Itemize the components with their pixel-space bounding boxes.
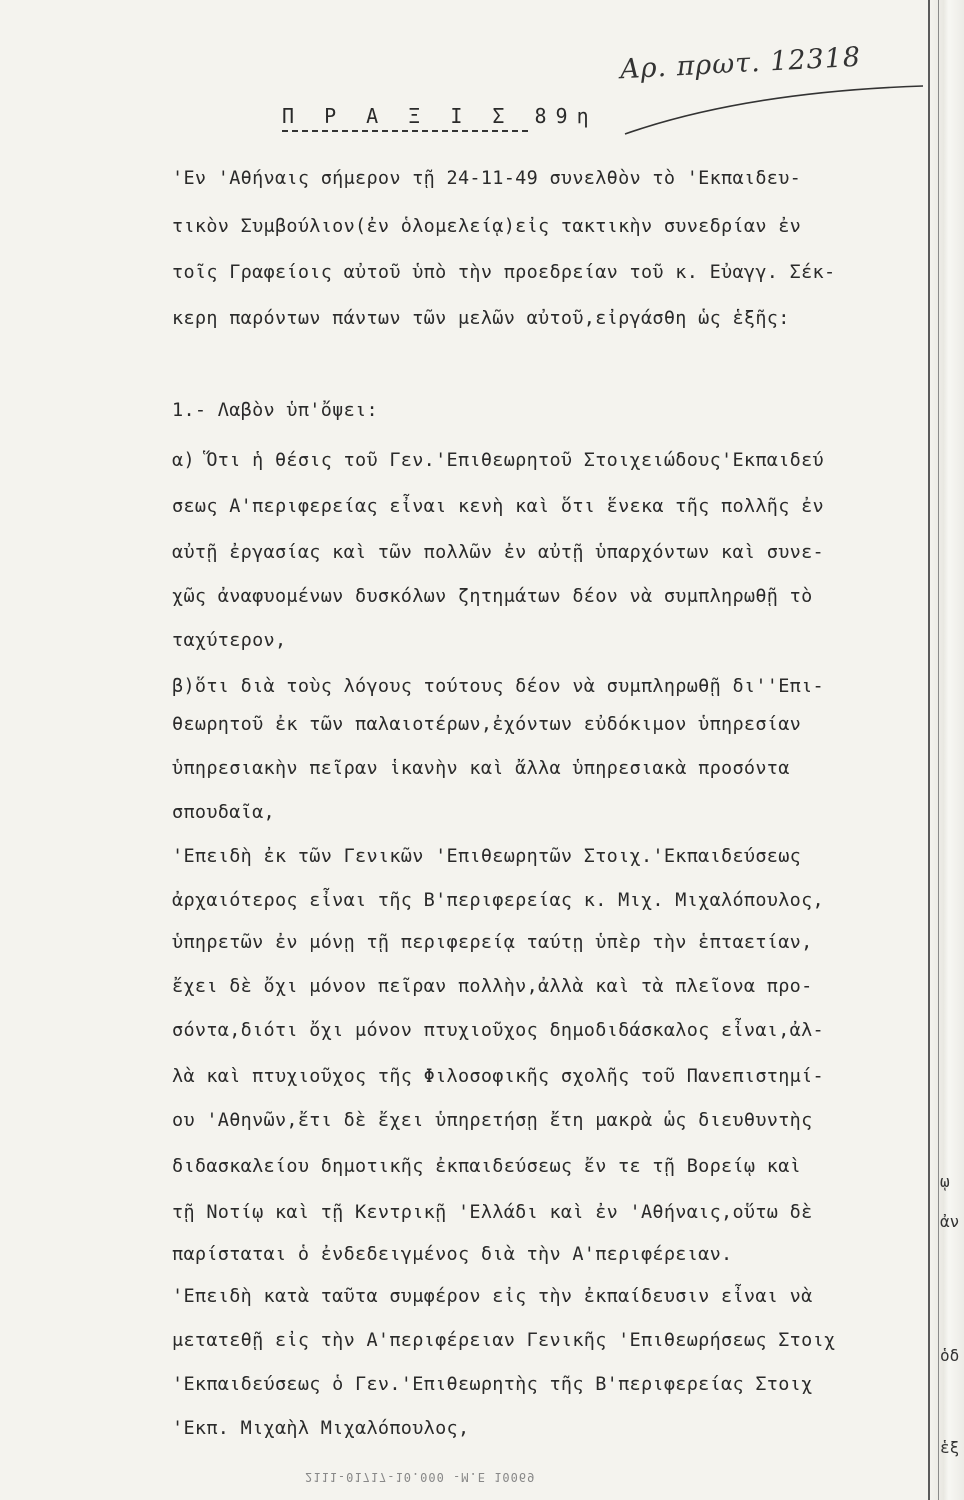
text-line: ταχύτερον,	[172, 630, 287, 651]
text-line: διδασκαλείου δημοτικῆς ἐκπαιδεύσεως ἔν τε τῇ Βορείῳ καὶ	[172, 1156, 802, 1177]
edge-text-fragment: ῳ	[940, 1172, 950, 1191]
text-line: 'Επειδὴ κατὰ ταῦτα συμφέρον εἰς τὴν ἐκπαίδευσιν εἶναι νὰ	[172, 1286, 813, 1307]
document-title: Π Ρ Α Ξ Ι Σ 89η	[282, 104, 598, 128]
text-line: 'Επειδὴ ἐκ τῶν Γενικῶν 'Επιθεωρητῶν Στοιχ.'Εκπαιδεύσεως	[172, 846, 802, 867]
text-line: κερη παρόντων πάντων τῶν μελῶν αὐτοῦ,εἰργάσθη ὡς ἑξῆς:	[172, 308, 790, 329]
handwritten-protocol-note: Αρ. πρωτ. 12318	[619, 41, 862, 86]
title-underline	[282, 130, 528, 132]
edge-text-fragment: ἀν	[940, 1212, 960, 1231]
text-line: ἀρχαιότερος εἶναι τῆς Β'περιφερείας κ. Μιχ. Μιχαλόπουλος,	[172, 890, 824, 911]
text-line: τικὸν Συμβούλιον(ἐν ὁλομελείᾳ)εἰς τακτικὴν συνεδρίαν ἐν	[172, 216, 802, 237]
text-line: ἔχει δὲ ὄχι μόνον πεῖραν πολλὴν,ἀλλὰ καὶ τὰ πλεῖονα προ-	[172, 976, 813, 997]
text-line: σεως Α'περιφερείας εἶναι κενὴ καὶ ὅτι ἕνεκα τῆς πολλῆς ἐν	[172, 496, 824, 517]
page-edge-line	[938, 0, 939, 1500]
text-line: β)ὅτι διὰ τοὺς λόγους τούτους δέον νὰ συμπληρωθῇ δι''Επι-	[172, 676, 824, 697]
mirrored-print-footer: 2111-01717-10.000 -M.E 10069	[305, 1470, 536, 1484]
text-line: ου 'Αθηνῶν,ἔτι δὲ ἔχει ὑπηρετήσῃ ἔτη μακρὰ ὡς διευθυντὴς	[172, 1110, 813, 1131]
adjacent-page-edge	[928, 0, 964, 1500]
text-line: αὐτῇ ἐργασίας καὶ τῶν πολλῶν ἐν αὐτῇ ὑπαρχόντων καὶ συνε-	[172, 542, 824, 563]
text-line: μετατεθῇ εἰς τὴν Α'περιφέρειαν Γενικῆς 'Επιθεωρήσεως Στοιχ	[172, 1330, 836, 1351]
text-line: σπουδαῖα,	[172, 802, 275, 823]
text-line: τῇ Νοτίῳ καὶ τῇ Κεντρικῇ 'Ελλάδι καὶ ἐν 'Αθήναις,οὕτω δὲ	[172, 1202, 813, 1223]
text-line: 1.- Λαβὸν ὑπ'ὄψει:	[172, 400, 378, 421]
edge-text-fragment: ὁδ	[940, 1346, 960, 1365]
pen-stroke-mark	[625, 76, 925, 136]
text-line: 'Εκπ. Μιχαὴλ Μιχαλόπουλος,	[172, 1418, 470, 1439]
text-line: λὰ καὶ πτυχιοῦχος τῆς Φιλοσοφικῆς σχολῆς τοῦ Πανεπιστημί-	[172, 1066, 824, 1087]
text-line: χῶς ἀναφυομένων δυσκόλων ζητημάτων δέον νὰ συμπληρωθῇ τὸ	[172, 586, 813, 607]
text-line: τοῖς Γραφείοις αὐτοῦ ὑπὸ τὴν προεδρείαν τοῦ κ. Εὐαγγ. Σέκ-	[172, 262, 836, 283]
text-line: ὑπηρεσιακὴν πεῖραν ἱκανὴν καὶ ἄλλα ὑπηρεσιακὰ προσόντα	[172, 758, 790, 779]
text-line: σόντα,διότι ὄχι μόνον πτυχιοῦχος δημοδιδάσκαλος εἶναι,ἀλ-	[172, 1020, 824, 1041]
text-line: 'Εκπαιδεύσεως ὁ Γεν.'Επιθεωρητὴς τῆς Β'περιφερείας Στοιχ	[172, 1374, 813, 1395]
text-line: 'Εν 'Αθήναις σήμερον τῇ 24-11-49 συνελθὸν τὸ 'Εκπαιδευ-	[172, 168, 802, 189]
text-line: ὑπηρετῶν ἐν μόνῃ τῇ περιφερείᾳ ταύτῃ ὑπὲρ τὴν ἑπταετίαν,	[172, 932, 813, 953]
edge-text-fragment: ἑξ	[940, 1438, 960, 1457]
text-line: παρίσταται ὁ ἐνδεδειγμένος διὰ τὴν Α'περιφέρειαν.	[172, 1244, 733, 1265]
text-line: α) Ὅτι ἡ θέσις τοῦ Γεν.'Επιθεωρητοῦ Στοιχειώδους'Εκπαιδεύ	[172, 450, 824, 471]
text-line: θεωρητοῦ ἐκ τῶν παλαιοτέρων,ἐχόντων εὐδόκιμον ὑπηρεσίαν	[172, 714, 802, 735]
